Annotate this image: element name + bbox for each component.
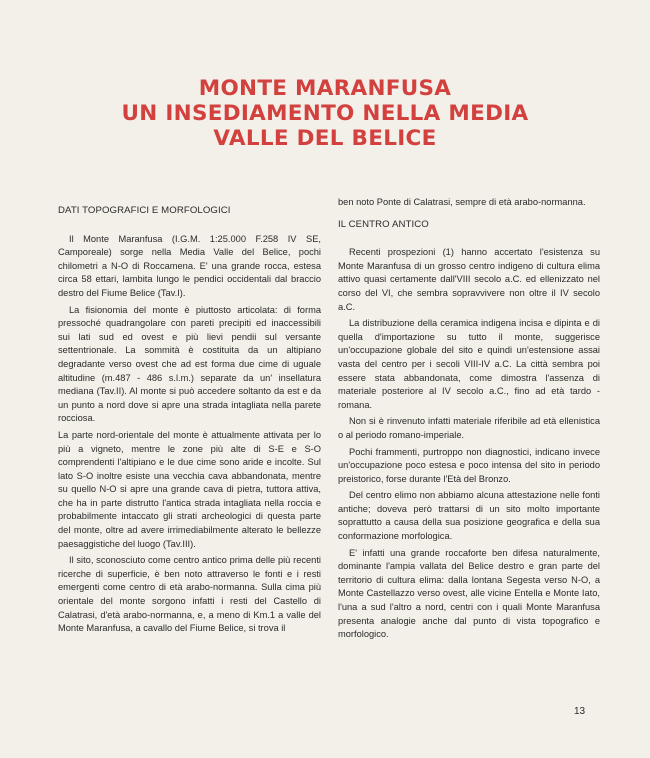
paragraph: Del centro elimo non abbiamo alcuna attestazione nelle fonti antiche; doveva però trattarsi di un sito molto importante soprattutto a causa della sua posizione geografica e della sua conformazione morfologica. xyxy=(338,490,600,542)
title-line-3: VALLE DEL BELICE xyxy=(213,126,437,151)
section-heading-topografici: DATI TOPOGRAFICI E MORFOLOGICI xyxy=(58,205,231,216)
paragraph: Il sito, sconosciuto come centro antico prima delle più recenti ricerche di superficie, è ben noto attraverso le fonti e i resti emergenti come centro di età arabo-normanna. Sulla cima più orientale del monte sorgono infatti i resti del Castello di Calatrasi, d'età arabo-normanna, e, a meno di Km.1 a valle del Monte Maranfusa, a cavallo del Fiume Belice, si trova il xyxy=(58,555,321,634)
paragraph: Recenti prospezioni (1) hanno accertato l'esistenza su Monte Maranfusa di un grosso centro indigeno di cultura elima attivo quasi certamente dall'VIII secolo a.C. ed ellenizzato nel corso del VI, che sembra sopravvivere non oltre il IV secolo a.C. xyxy=(338,247,600,312)
paragraph: E' infatti una grande roccaforte ben difesa naturalmente, dominante l'ampia vallata del Belice destro e gran parte del territorio di cultura elima: dalla lontana Segesta verso N-O, a Monte Castellazzo verso ovest, alle vicine Entella e Monte Iato, l'una a sud l'altro a nord, centri con i quali Monte Maranfusa presenta analogie anche dal punto di vista topografico e morfologico. xyxy=(338,547,600,640)
paragraph: Il Monte Maranfusa (I.G.M. 1:25.000 F.258 IV SE, Camporeale) sorge nella Media Valle del Belice, pochi chilometri a N-O di Roccamena. E' una grande rocca, estesa circa 58 ettari, lambita lungo le pendici occidentali dal braccio destro del Fiume Belice (Tav.I). xyxy=(58,233,321,298)
paragraph: La distribuzione della ceramica indigena incisa e dipinta e di quella d'importazione su tutto il monte, suggerisce un'occupazione globale del sito e quindi un'estensione assai vasta del centro per i secoli VIII-IV a.C. La città sembra poi essere stata abbandonata, come dimostra l'assenza di materiale posteriore al IV secolo a.C., fino ad età tardo - romana. xyxy=(338,318,600,410)
article-title xyxy=(0,76,650,151)
title-line-2: UN INSEDIAMENTO NELLA MEDIA xyxy=(121,101,529,126)
paragraph: La fisionomia del monte è piuttosto articolata: di forma pressoché quadrangolare con pareti precipiti ed inaccessibili sui lati sud ed ovest e più lievi pendii sul versante settentrionale. La sommità è costituita da un altipiano degradante verso ovest che ad est forma due cime di uguale altitudine (m.487 - 486 s.l.m.) separate da un' insellatura mediana (Tav.II). Al monte si può accedere soltanto da est e da un punto a nord dove si apre una strada intagliata nella parete rocciosa. xyxy=(58,304,321,424)
paragraph: Non si è rinvenuto infatti materiale riferibile ad età ellenistica o al periodo romano-imperiale. xyxy=(338,416,600,440)
title-line-1: MONTE MARANFUSA xyxy=(198,76,452,101)
paragraph-continuation: ben noto Ponte di Calatrasi, sempre di età arabo-normanna. xyxy=(338,197,586,207)
left-column xyxy=(58,196,321,639)
paragraph: La parte nord-orientale del monte è attualmente attivata per lo più a vigneto, mentre le zone più alte di S-E e S-O comprendenti l'altipiano e le due cime sono aride e incolte. Sul lato S-O inoltre esiste una vecchia cava abbandonata, mentre su quello N-O si apre una grande cava di pietra, tuttora attiva, che ha in parte distrutto l'antica strada intagliata nella roccia e probabilmente intaccato gli strati archeologici di questa parte del monte, oltre ad avere irrimediabilmente alterato le bellezze paesaggistiche del luogo (Tav.III). xyxy=(58,429,321,549)
page-number: 13 xyxy=(574,706,586,717)
right-column xyxy=(338,196,600,645)
paragraph: Pochi frammenti, purtroppo non diagnostici, indicano invece un'occupazione poco estesa e poco intensa del sito in periodo preistorico, forse durante l'Età del Bronzo. xyxy=(338,446,600,484)
section-heading-centro-antico: IL CENTRO ANTICO xyxy=(338,218,429,230)
